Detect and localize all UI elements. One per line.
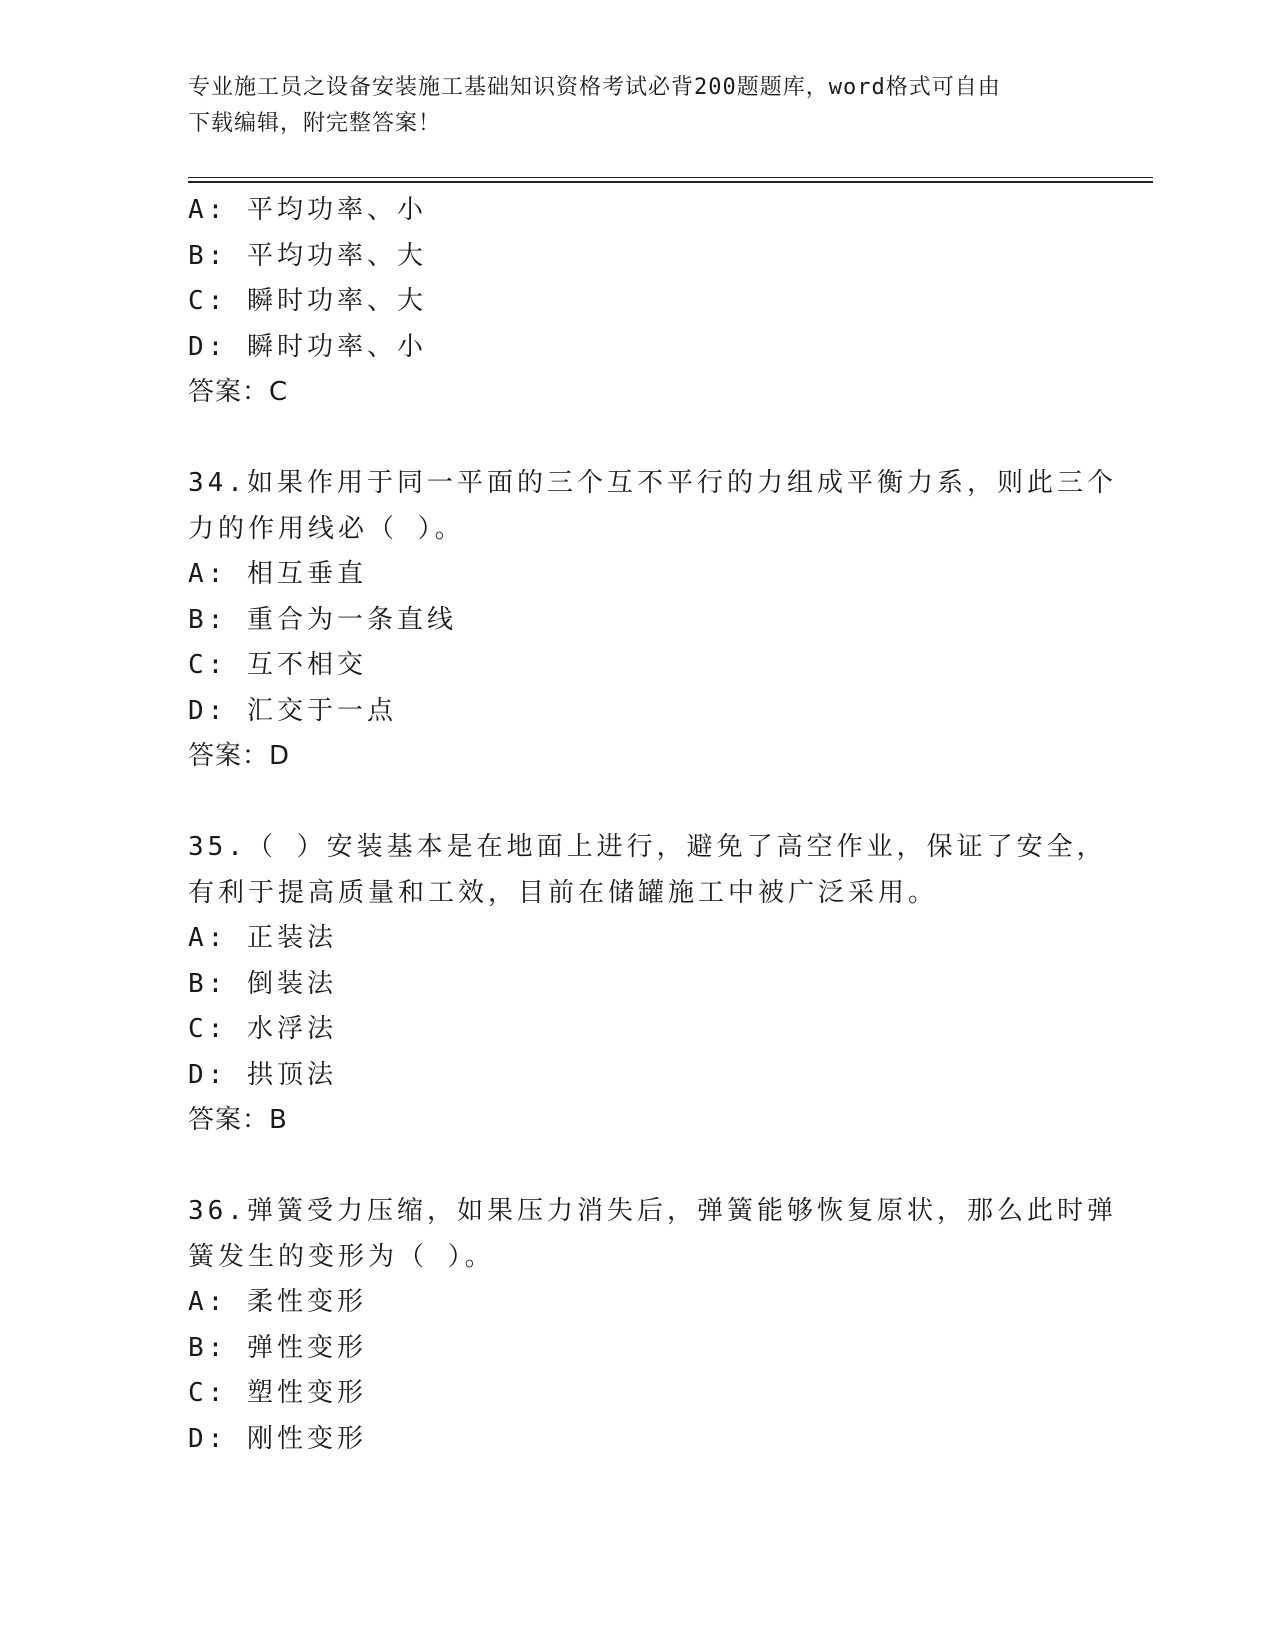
option-d: D: 刚性变形 [188, 1423, 367, 1454]
question-33-continuation [188, 188, 1088, 416]
answer: 答案：C [188, 377, 289, 407]
option-d: D: 瞬时功率、小 [188, 331, 427, 362]
option-d: D: 拱顶法 [188, 1059, 337, 1090]
option-b: B: 倒装法 [188, 968, 337, 999]
question-stem-line-1: 36.弹簧受力压缩，如果压力消失后，弹簧能够恢复原状，那么此时弹 [188, 1196, 1117, 1226]
question-stem-line-2: 簧发生的变形为（ ）。 [188, 1241, 495, 1272]
option-b: B: 弹性变形 [188, 1332, 367, 1363]
option-a: A: 相互垂直 [188, 559, 367, 589]
option-c: C: 互不相交 [188, 650, 367, 680]
option-d: D: 汇交于一点 [188, 695, 397, 726]
question-35 [188, 825, 1107, 1144]
question-stem-line-1: 34.如果作用于同一平面的三个互不平行的力组成平衡力系，则此三个 [188, 468, 1117, 498]
header-divider-thin [188, 177, 1153, 178]
option-b: B: 平均功率、大 [188, 240, 427, 271]
question-36 [188, 1189, 1117, 1462]
question-stem-line-1: 35.（ ）安装基本是在地面上进行，避免了高空作业，保证了安全， [188, 832, 1107, 862]
answer: 答案：B [188, 1105, 288, 1135]
page-header [188, 70, 1088, 142]
option-a: A: 柔性变形 [188, 1287, 367, 1317]
header-line-1: 专业施工员之设备安装施工基础知识资格考试必背200题题库，word格式可自由 [188, 75, 1001, 100]
option-c: C: 水浮法 [188, 1014, 337, 1044]
question-34 [188, 461, 1117, 780]
option-b: B: 重合为一条直线 [188, 604, 457, 635]
option-c: C: 瞬时功率、大 [188, 286, 427, 316]
option-c: C: 塑性变形 [188, 1378, 367, 1408]
document-body [188, 188, 1117, 1462]
question-stem-line-2: 力的作用线必（ ）。 [188, 513, 465, 544]
header-divider-thick [188, 181, 1153, 183]
answer: 答案：D [188, 741, 291, 771]
header-line-2: 下载编辑，附完整答案！ [188, 111, 442, 136]
option-a: A: 正装法 [188, 923, 337, 953]
question-stem-line-2: 有利于提高质量和工效，目前在储罐施工中被广泛采用。 [188, 877, 939, 908]
option-a: A: 平均功率、小 [188, 195, 427, 225]
